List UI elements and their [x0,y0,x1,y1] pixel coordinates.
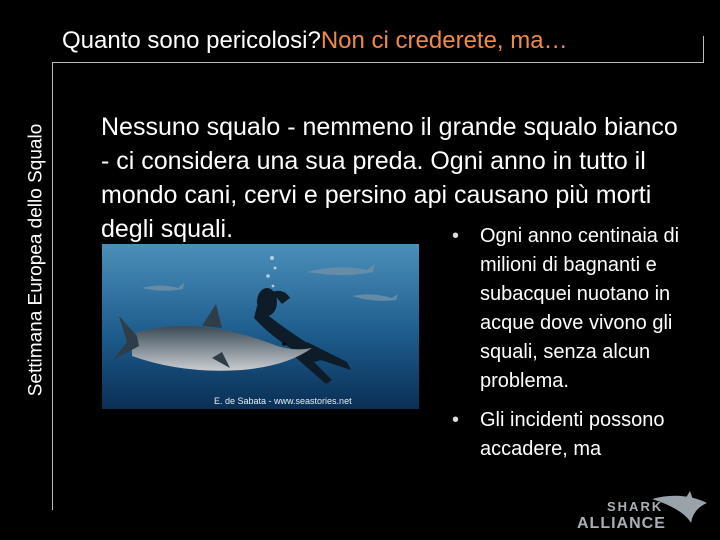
title-accent: Non ci crederete, ma… [320,27,568,54]
frame-corner-tick [703,36,704,62]
body-paragraph: Nessuno squalo - nemmeno il grande squalo bianco - ci considera una sua preda. Ogni anno in tutto il mondo cani, cervi e persino api causano più morti degli squali. [101,113,678,243]
frame-top-line [52,62,704,63]
bullet-list [452,222,692,474]
bullet-text: Ogni anno centinaia di milioni di bagnanti e subacquei nuotano in acque dove vivono gli squali, senza alcun problema. [480,225,680,392]
bullet-item [452,406,692,464]
bullet-dot-icon: • [452,225,460,247]
bullet-text: Gli incidenti possono accadere, ma [480,409,665,460]
frame-left-line [52,62,53,510]
slide-title [62,27,568,55]
bullet-item [452,222,692,396]
shark-diver-photo [102,244,419,409]
bullet-dot-icon: • [452,409,460,431]
title-question: Quanto sono pericolosi? [62,27,321,54]
logo-word-alliance: ALLIANCE [577,515,666,532]
shark-alliance-logo [572,487,712,537]
logo-word-shark: SHARK [607,499,664,514]
vertical-sidebar-title [22,30,50,490]
sidebar-title-text: Settimana Europea dello Squalo [25,123,46,397]
photo-credit: E. de Sabata - www.seastories.net [214,396,352,406]
